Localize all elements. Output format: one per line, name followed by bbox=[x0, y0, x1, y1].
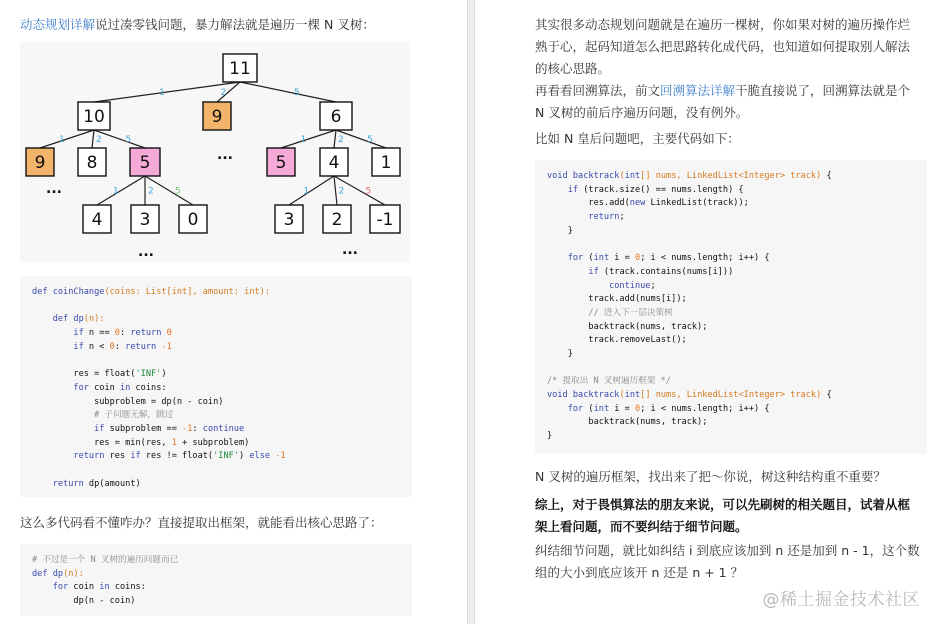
code-line bbox=[547, 252, 915, 266]
right-page bbox=[475, 0, 942, 624]
code-token: 'INF' bbox=[213, 451, 239, 462]
code-token: int bbox=[593, 253, 615, 264]
code-token: void bbox=[547, 171, 573, 181]
code-token: int bbox=[624, 390, 641, 400]
code-token: res = float( bbox=[32, 369, 136, 380]
code-token: [] nums, LinkedList<Integer> track) bbox=[640, 390, 827, 400]
tree-edge-label: 2 bbox=[220, 88, 227, 98]
code-token: continue bbox=[202, 423, 245, 434]
tree-ellipsis: ... bbox=[217, 147, 233, 163]
tree-edge-label: 1 bbox=[113, 186, 119, 197]
code-token: n == bbox=[88, 328, 115, 339]
code-token: # 不过是一个 N 叉树的遍历问题而已 bbox=[32, 555, 179, 565]
code-line bbox=[547, 362, 915, 376]
code-token: dp bbox=[52, 568, 64, 579]
code-token: if bbox=[130, 451, 146, 462]
tree-edge bbox=[40, 130, 94, 148]
code-token: def bbox=[32, 314, 74, 325]
code-token: (track.contains(nums[i])) bbox=[603, 266, 734, 277]
tree-edge-label: 1 bbox=[303, 186, 310, 197]
tree-node-label: 10 bbox=[83, 107, 105, 127]
intro-paragraph bbox=[20, 14, 450, 36]
code-token: for bbox=[547, 403, 589, 414]
code-token: for bbox=[32, 582, 74, 593]
code-token: return bbox=[547, 212, 620, 223]
tree-node-label: 4 bbox=[91, 210, 103, 230]
code-token: ; bbox=[619, 212, 625, 223]
code-token: 1 bbox=[171, 437, 177, 448]
code-token: LinkedList(track)); bbox=[650, 198, 749, 209]
code-line bbox=[32, 423, 400, 437]
code-line bbox=[32, 354, 400, 368]
tree-node-label: 0 bbox=[187, 210, 199, 230]
code-token: backtrack bbox=[572, 171, 620, 181]
code-line bbox=[32, 409, 400, 423]
code-token: ( bbox=[588, 403, 594, 414]
code-token: 0 bbox=[114, 328, 120, 339]
code-token: return bbox=[125, 341, 162, 352]
code-token: -1 bbox=[275, 451, 286, 462]
code-token: coin bbox=[94, 382, 120, 393]
code-line bbox=[32, 396, 400, 410]
tree-node-label: 1 bbox=[380, 153, 392, 173]
code-line bbox=[32, 286, 400, 300]
code-line bbox=[547, 184, 915, 198]
tree-edge-label: 5 bbox=[294, 88, 300, 98]
tree-edge bbox=[289, 176, 334, 205]
code-token: def bbox=[32, 568, 53, 579]
tree-edge-label: 5 bbox=[125, 135, 132, 145]
code-token: res = min(res, bbox=[32, 437, 172, 448]
code-line bbox=[547, 334, 915, 348]
code-token: 0 bbox=[635, 403, 641, 414]
code-token: return bbox=[32, 478, 89, 489]
code-token: res.add( bbox=[547, 198, 630, 209]
tree-node-label: 9 bbox=[211, 107, 223, 127]
tree-node-label: 11 bbox=[229, 59, 251, 79]
code-token: subproblem = dp(n - coin) bbox=[32, 396, 224, 407]
code-token: subproblem == bbox=[109, 423, 183, 434]
code-token: -1 bbox=[161, 341, 172, 352]
code-line bbox=[32, 554, 400, 568]
tree-edge bbox=[97, 176, 145, 205]
tree-ellipsis: ... bbox=[46, 181, 62, 197]
tree-edge-label: 2 bbox=[148, 186, 154, 197]
code-token: if bbox=[32, 341, 89, 352]
code-line bbox=[32, 368, 400, 382]
tree-edge-label: 1 bbox=[159, 88, 165, 98]
code-line bbox=[32, 450, 400, 464]
tree-node-label: -1 bbox=[376, 210, 394, 230]
code-token: : bbox=[192, 423, 203, 434]
code-token: if bbox=[32, 423, 110, 434]
tree-node-label: 3 bbox=[139, 210, 151, 230]
code-token: } bbox=[547, 225, 573, 236]
code-token: ( bbox=[588, 253, 594, 264]
code-line bbox=[547, 197, 915, 211]
tree-edge-label: 1 bbox=[300, 135, 307, 145]
tree-edge bbox=[240, 82, 336, 102]
code-token: n < bbox=[88, 341, 110, 352]
code-line bbox=[547, 170, 915, 184]
code-token: if bbox=[547, 184, 584, 195]
page-gutter bbox=[467, 0, 475, 624]
tree-ellipsis: ... bbox=[138, 244, 154, 260]
code-line bbox=[547, 280, 915, 294]
code-token: coinChange bbox=[52, 287, 105, 297]
code-line bbox=[32, 464, 400, 478]
code-token: dp(n - coin) bbox=[32, 596, 136, 607]
code-token: + subproblem) bbox=[176, 437, 250, 448]
tree-edge bbox=[281, 130, 336, 148]
backtrack-article-link[interactable]: 回溯算法详解 bbox=[660, 83, 736, 98]
n-queens-paragraph: 比如 N 皇后问题吧，主要代码如下： bbox=[535, 131, 740, 146]
code-token: 0 bbox=[166, 328, 172, 339]
code-token: { bbox=[826, 390, 832, 400]
code-token: for bbox=[32, 382, 95, 393]
code-token: coins: bbox=[135, 382, 167, 393]
code-token: ; bbox=[650, 280, 656, 291]
summary-paragraph: 综上，对于畏惧算法的朋友来说，可以先刷树的相关题目，试着从框架上看问题，而不要纠结于细节问题。 bbox=[535, 497, 911, 534]
tree-node-label: 5 bbox=[275, 153, 287, 173]
code-token: res bbox=[109, 451, 131, 462]
tree-edge bbox=[94, 82, 240, 102]
tree-node-label: 2 bbox=[331, 210, 343, 230]
tree-edge-label: 1 bbox=[59, 135, 65, 145]
code-line bbox=[32, 300, 400, 314]
code-line bbox=[547, 416, 915, 430]
framework-intro-paragraph: 这么多代码看不懂咋办？直接提取出框架，就能看出核心思路了： bbox=[20, 515, 383, 530]
backtrack-text-post: 干脆直接说了，回溯算法就是个 N 叉树的前后序遍历问题，没有例外。 bbox=[535, 83, 911, 120]
code-token: dp(amount) bbox=[88, 478, 141, 489]
code-line bbox=[547, 389, 915, 403]
code-line bbox=[547, 238, 915, 252]
code-line bbox=[32, 595, 400, 609]
code-token: return bbox=[32, 451, 110, 462]
code-line bbox=[547, 375, 915, 389]
code-token: : bbox=[119, 328, 131, 339]
code-token: void bbox=[547, 390, 573, 400]
coin-change-code-block bbox=[20, 276, 412, 497]
code-token: return bbox=[130, 328, 167, 339]
n-ary-tree-figure bbox=[20, 42, 410, 262]
code-token: (coins: List[int], amount: int): bbox=[104, 287, 271, 297]
code-token: i = bbox=[614, 403, 635, 414]
tree-edge-label: 5 bbox=[175, 186, 181, 197]
code-line bbox=[547, 225, 915, 239]
code-token: backtrack(nums, track); bbox=[547, 321, 708, 332]
tree-edge-label: 2 bbox=[338, 186, 345, 197]
left-page bbox=[0, 0, 467, 624]
code-line bbox=[32, 327, 400, 341]
code-token: -1 bbox=[182, 423, 193, 434]
code-token: backtrack bbox=[572, 390, 620, 400]
code-token: // 进入下一层决策树 bbox=[547, 307, 673, 318]
code-token: def bbox=[32, 287, 53, 297]
code-token: i = bbox=[614, 253, 635, 264]
code-token: in bbox=[119, 382, 136, 393]
dp-framework-code-block bbox=[20, 544, 412, 616]
tree-node-label: 3 bbox=[283, 210, 295, 230]
code-token: # 子问题无解，跳过 bbox=[32, 410, 174, 421]
tree-node-label: 5 bbox=[139, 153, 151, 173]
tree-edge bbox=[334, 176, 337, 205]
code-token: (track.size() == nums.length) { bbox=[583, 184, 744, 195]
code-line bbox=[547, 307, 915, 321]
tree-node-label: 4 bbox=[328, 153, 340, 173]
code-token: ( bbox=[619, 390, 625, 400]
tree-edge-label: 2 bbox=[338, 135, 344, 145]
code-token: (n): bbox=[63, 568, 84, 579]
code-token: } bbox=[547, 431, 553, 442]
code-line bbox=[32, 341, 400, 355]
code-token: res != float( bbox=[145, 451, 214, 462]
code-token: new bbox=[629, 198, 651, 209]
code-line bbox=[32, 568, 400, 582]
code-token: else bbox=[249, 451, 276, 462]
code-line bbox=[32, 313, 400, 327]
tree-ellipsis: ... bbox=[342, 242, 358, 258]
tree-node-label: 6 bbox=[330, 107, 342, 127]
code-token: : bbox=[114, 341, 126, 352]
code-token: 0 bbox=[635, 253, 641, 264]
code-token: [] nums, LinkedList<Integer> track) bbox=[640, 171, 827, 181]
code-line bbox=[547, 430, 915, 444]
code-token: ( bbox=[619, 171, 625, 181]
tree-edge bbox=[334, 130, 336, 148]
backtrack-paragraph bbox=[535, 80, 921, 124]
code-line bbox=[547, 211, 915, 225]
code-token: backtrack(nums, track); bbox=[547, 417, 708, 428]
code-token: ; i < nums.length; i++) { bbox=[640, 403, 770, 414]
tree-edge-label: 5 bbox=[365, 186, 372, 197]
code-line bbox=[547, 266, 915, 280]
code-token: coins: bbox=[114, 582, 146, 593]
tree-diagram bbox=[20, 42, 410, 262]
code-token: if bbox=[32, 328, 89, 339]
backtrack-text-pre: 再看看回溯算法，前文 bbox=[535, 83, 661, 98]
tree-edge-label: 2 bbox=[96, 135, 102, 145]
code-line bbox=[32, 437, 400, 451]
framework-found-paragraph: N 叉树的遍历框架，找出来了把～你说，树这种结构重不重要？ bbox=[535, 469, 886, 484]
code-token: ; i < nums.length; i++) { bbox=[640, 253, 770, 264]
tree-traversal-paragraph: 其实很多动态规划问题就是在遍历一棵树，你如果对树的遍历操作烂熟于心，起码知道怎么把思路转化成代码，也知道如何提取别人解法的核心思路。 bbox=[535, 17, 911, 76]
tree-edge bbox=[92, 130, 94, 148]
juejin-watermark: @稀土掘金技术社区 bbox=[762, 590, 920, 610]
code-token: (n): bbox=[83, 314, 105, 325]
code-token: for bbox=[547, 253, 589, 264]
backtrack-code-block bbox=[535, 160, 927, 454]
code-token: int bbox=[593, 403, 615, 414]
code-token: 'INF' bbox=[135, 369, 162, 380]
code-line bbox=[547, 321, 915, 335]
tree-node-label: 8 bbox=[86, 153, 98, 173]
code-token: track.removeLast(); bbox=[547, 335, 687, 346]
code-token: } bbox=[547, 348, 573, 359]
code-token: 0 bbox=[109, 341, 115, 352]
code-line bbox=[32, 382, 400, 396]
tree-edge-label: 5 bbox=[367, 135, 373, 145]
code-token: ) bbox=[238, 451, 250, 462]
code-token: in bbox=[99, 582, 115, 593]
code-line bbox=[32, 581, 400, 595]
tree-node-label: 9 bbox=[34, 153, 46, 173]
code-token: continue bbox=[547, 280, 651, 291]
code-token: dp bbox=[73, 314, 84, 325]
dp-article-link[interactable]: 动态规划详解 bbox=[20, 17, 96, 32]
code-token: coin bbox=[73, 582, 100, 593]
intro-text: 说过凑零钱问题，暴力解法就是遍历一棵 N 叉树： bbox=[95, 17, 375, 32]
details-paragraph: 纠结细节问题，就比如纠结 i 到底应该加到 n 还是加到 n - 1，这个数组的大小到底应该开 n 还是 n + 1 ？ bbox=[535, 543, 920, 580]
code-line bbox=[547, 403, 915, 417]
code-line bbox=[547, 348, 915, 362]
code-line bbox=[32, 478, 400, 492]
code-token: ) bbox=[161, 369, 167, 380]
code-token: if bbox=[547, 266, 604, 277]
code-token: track.add(nums[i]); bbox=[547, 294, 687, 305]
code-token: int bbox=[624, 171, 641, 181]
code-token: /* 提取出 N 叉树遍历框架 */ bbox=[547, 376, 671, 387]
code-token: { bbox=[826, 171, 832, 181]
code-line bbox=[547, 293, 915, 307]
